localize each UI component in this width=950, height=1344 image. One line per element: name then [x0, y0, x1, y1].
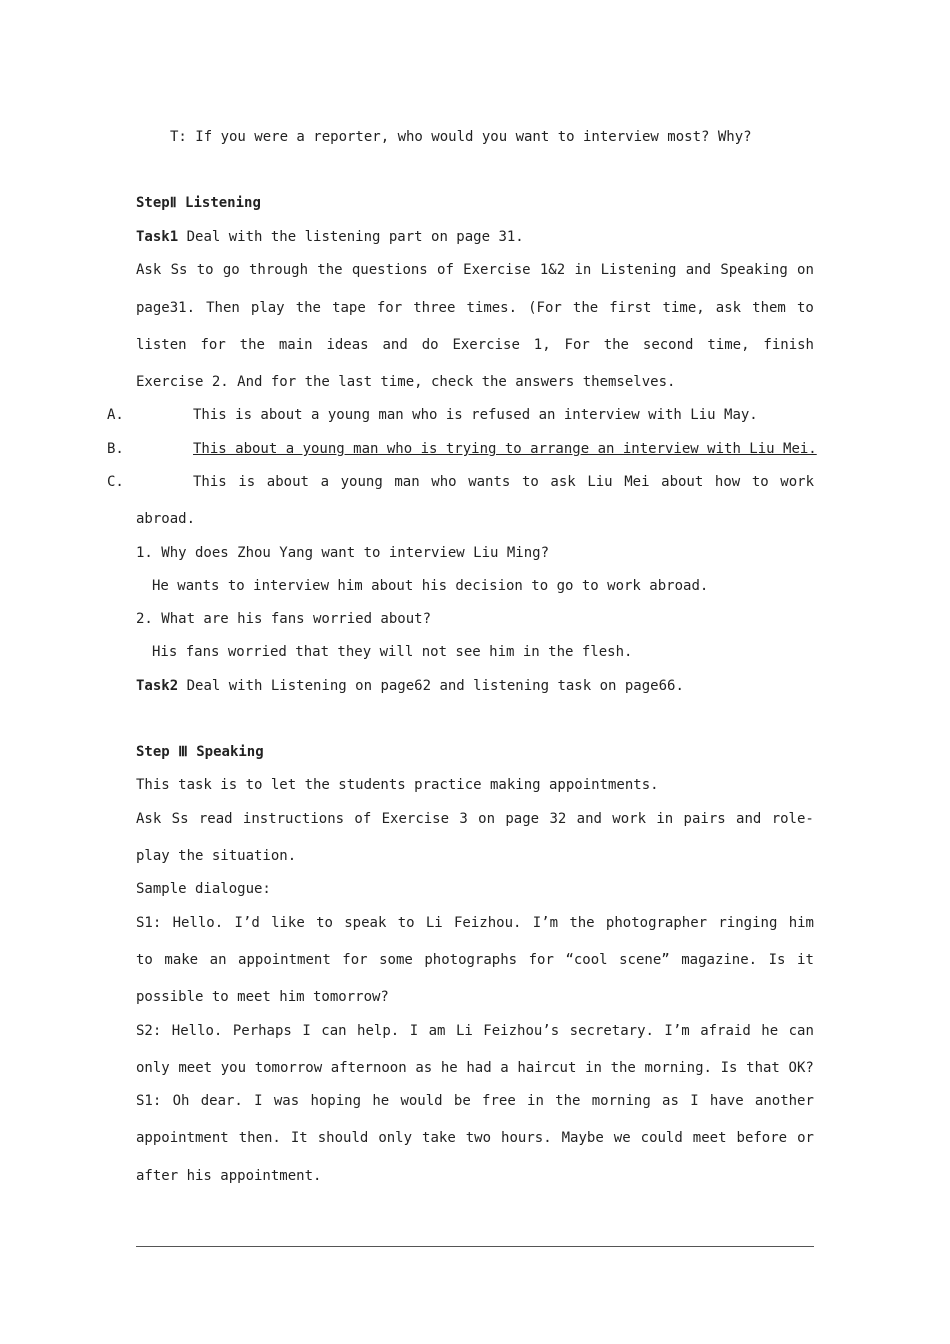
word: we: [613, 1130, 631, 1146]
option-b-text: This about a young man who is trying to arrange an interview with Liu Mei.: [193, 441, 817, 457]
word: I: [254, 1093, 263, 1109]
option-b-label: B.: [107, 441, 124, 457]
word: before: [736, 1130, 788, 1146]
word: haircut: [517, 1060, 577, 1076]
word: about: [661, 474, 704, 490]
word: or: [797, 1130, 814, 1146]
word: to: [796, 300, 814, 316]
word: work: [780, 474, 814, 490]
option-c-text: [193, 472, 814, 492]
word: the: [239, 337, 265, 353]
word: play: [250, 300, 285, 316]
dialogue-line-8: after his appointment.: [136, 1168, 322, 1184]
word: for: [528, 952, 554, 968]
word: is: [238, 474, 256, 490]
word: morning: [591, 1093, 651, 1109]
word: of: [354, 811, 372, 827]
word: time,: [707, 337, 750, 353]
word: S1:: [136, 915, 162, 931]
answer-2: His fans worried that they will not see him in the flesh.: [152, 644, 633, 660]
word: photographer: [605, 915, 708, 931]
word: take: [422, 1130, 456, 1146]
word: (For: [528, 300, 562, 316]
word: I: [409, 1023, 419, 1039]
word: appointment: [238, 952, 331, 968]
word: wants: [468, 474, 511, 490]
word: on: [797, 262, 814, 278]
word: instructions: [242, 811, 345, 827]
step2-instruction-3: [136, 335, 814, 355]
word: 1&2: [539, 262, 566, 278]
word: in: [585, 1060, 602, 1076]
word: to: [136, 952, 153, 968]
word: as: [415, 1060, 433, 1076]
word: and: [382, 337, 408, 353]
word: for: [200, 337, 226, 353]
word: some: [379, 952, 413, 968]
word: Then: [206, 300, 240, 316]
word: a: [320, 474, 329, 490]
word: 1,: [533, 337, 551, 353]
word: tomorrow: [254, 1060, 323, 1076]
word: an: [209, 952, 227, 968]
question-1: 1. Why does Zhou Yang want to interview Liu Ming?: [136, 545, 550, 561]
word: should: [317, 1130, 369, 1146]
word: Hello.: [172, 915, 224, 931]
word: the: [569, 915, 595, 931]
word: Listening: [600, 262, 677, 278]
word: Hello.: [171, 1023, 223, 1039]
word: Li: [425, 915, 443, 931]
word: meet: [178, 1060, 213, 1076]
word: S2:: [136, 1023, 162, 1039]
word: the: [295, 300, 321, 316]
word: for: [342, 952, 368, 968]
task2-label: Task2: [136, 678, 179, 694]
word: Exercise: [381, 811, 450, 827]
word: Speaking: [720, 262, 788, 278]
task2-text: Deal with Listening on page62 and listening task on page66.: [178, 678, 684, 694]
word: on: [478, 811, 496, 827]
word: It: [290, 1130, 308, 1146]
word: had: [466, 1060, 492, 1076]
word: Ask: [136, 811, 162, 827]
word: page: [505, 811, 540, 827]
word: who: [431, 474, 457, 490]
task1-label: Task1: [136, 229, 179, 245]
dialogue-line-3: possible to meet him tomorrow?: [136, 989, 389, 1005]
dialogue-line-7: [136, 1128, 814, 1148]
word: in: [527, 1093, 544, 1109]
word: another: [754, 1093, 814, 1109]
dialogue-line-6: [136, 1091, 814, 1111]
word: dear.: [200, 1093, 243, 1109]
word: first: [609, 300, 652, 316]
word: finish: [763, 337, 814, 353]
word: afternoon: [330, 1060, 407, 1076]
word: time,: [662, 300, 705, 316]
word: second: [642, 337, 694, 353]
word: afraid: [700, 1023, 751, 1039]
task1-line: [136, 227, 524, 247]
word: secretary.: [569, 1023, 654, 1039]
word: ask: [715, 300, 742, 316]
word: could: [640, 1130, 683, 1146]
word: hoping: [310, 1093, 362, 1109]
word: of: [437, 262, 454, 278]
word: page31.: [136, 300, 196, 316]
word: Is: [768, 952, 786, 968]
word: scene”: [619, 952, 670, 968]
word: pairs: [683, 811, 726, 827]
word: read: [198, 811, 233, 827]
word: I’d: [234, 915, 260, 931]
word: 3: [459, 811, 468, 827]
word: the: [610, 1060, 636, 1076]
intro-question: T: If you were a reporter, who would you want to interview most? Why?: [170, 129, 752, 145]
word: free: [482, 1093, 516, 1109]
word: photographs: [424, 952, 518, 968]
step2-instruction-1: [136, 260, 814, 280]
word: Feizhou.: [454, 915, 522, 931]
step2-heading: StepⅡ Listening: [136, 195, 261, 211]
word: questions: [351, 262, 428, 278]
word: role-: [771, 811, 814, 827]
word: can: [788, 1023, 814, 1039]
answer-1: He wants to interview him about his decision to go to work abroad.: [152, 578, 709, 594]
word: like: [271, 915, 305, 931]
word: how: [714, 474, 741, 490]
word: him: [788, 915, 814, 931]
step3-heading: Step Ⅲ Speaking: [136, 744, 264, 760]
word: main: [278, 337, 313, 353]
word: and: [576, 811, 602, 827]
option-c-continued: abroad.: [136, 511, 196, 527]
dialogue-line-2: [136, 950, 814, 970]
word: the: [317, 262, 343, 278]
dialogue-line-1: [136, 913, 814, 933]
option-a-label: A.: [107, 407, 124, 423]
word: This: [193, 474, 227, 490]
word: he: [372, 1093, 390, 1109]
word: Oh: [172, 1093, 190, 1109]
word: the: [572, 300, 599, 316]
word: magazine.: [681, 952, 758, 968]
sample-dialogue-label: Sample dialogue:: [136, 881, 271, 897]
word: Perhaps: [232, 1023, 292, 1039]
word: Is: [720, 1060, 738, 1076]
word: and: [685, 262, 712, 278]
word: Ss: [170, 262, 188, 278]
word: “cool: [565, 952, 608, 968]
word: about: [266, 474, 309, 490]
word: go: [222, 262, 240, 278]
word: he: [761, 1023, 779, 1039]
word: For: [564, 337, 590, 353]
word: meet: [692, 1130, 727, 1146]
word: I’m: [664, 1023, 690, 1039]
word: ask: [550, 474, 576, 490]
word: was: [273, 1093, 300, 1109]
word: have: [709, 1093, 744, 1109]
word: only: [378, 1130, 413, 1146]
task2-line: [136, 676, 684, 696]
word: them: [752, 300, 786, 316]
word: am: [428, 1023, 446, 1039]
word: times.: [466, 300, 518, 316]
word: work: [612, 811, 646, 827]
question-2: 2. What are his fans worried about?: [136, 611, 432, 627]
word: S1:: [136, 1093, 162, 1109]
word: I: [302, 1023, 311, 1039]
word: Exercise: [452, 337, 520, 353]
word: for: [376, 300, 403, 316]
word: the: [555, 1093, 581, 1109]
word: in: [574, 262, 592, 278]
word: Maybe: [561, 1130, 604, 1146]
word: be: [453, 1093, 471, 1109]
word: and: [736, 811, 762, 827]
word: that: [746, 1060, 780, 1076]
word: OK?: [788, 1060, 814, 1076]
word: help.: [357, 1023, 400, 1039]
word: Exercise: [463, 262, 531, 278]
word: Ask: [136, 262, 162, 278]
word: speak: [344, 915, 387, 931]
option-c-label: C.: [107, 474, 124, 490]
word: would: [400, 1093, 443, 1109]
word: a: [500, 1060, 509, 1076]
word: the: [603, 337, 629, 353]
word: hours.: [501, 1130, 552, 1146]
word: Mei: [624, 474, 650, 490]
word: 32: [549, 811, 567, 827]
word: Liu: [587, 474, 613, 490]
word: it: [797, 952, 814, 968]
word: to: [196, 262, 214, 278]
step2-instruction-2: [136, 298, 814, 318]
word: man: [394, 474, 420, 490]
word: do: [421, 337, 439, 353]
option-a-text: This is about a young man who is refused an interview with Liu May.: [193, 407, 758, 423]
word: he: [440, 1060, 458, 1076]
word: make: [164, 952, 199, 968]
word: Ss: [171, 811, 189, 827]
word: three: [413, 300, 456, 316]
word: tape: [332, 300, 366, 316]
word: can: [321, 1023, 347, 1039]
word: ideas: [326, 337, 369, 353]
footer-rule: [136, 1246, 814, 1247]
word: Li: [455, 1023, 473, 1039]
word: morning.: [644, 1060, 712, 1076]
word: you: [220, 1060, 247, 1076]
word: I: [690, 1093, 699, 1109]
word: to: [316, 915, 333, 931]
word: to: [397, 915, 415, 931]
word: then.: [238, 1130, 281, 1146]
word: appointment: [136, 1130, 229, 1146]
word: only: [136, 1060, 170, 1076]
dialogue-line-5: [136, 1058, 814, 1078]
dialogue-line-4: [136, 1021, 814, 1041]
word: I’m: [532, 915, 559, 931]
word: two: [465, 1130, 492, 1146]
step3-intro: This task is to let the students practice making appointments.: [136, 777, 659, 793]
word: listen: [136, 337, 187, 353]
step3-instruction-2: play the situation.: [136, 848, 297, 864]
word: through: [249, 262, 309, 278]
word: young: [340, 474, 383, 490]
step3-instruction-1: [136, 809, 814, 829]
step2-instruction-4: Exercise 2. And for the last time, check the answers themselves.: [136, 374, 676, 390]
word: Feizhou’s: [483, 1023, 560, 1039]
word: ringing: [718, 915, 778, 931]
word: as: [662, 1093, 679, 1109]
word: to: [751, 474, 769, 490]
task1-text: Deal with the listening part on page 31.: [178, 229, 524, 245]
word: in: [656, 811, 674, 827]
word: to: [521, 474, 539, 490]
